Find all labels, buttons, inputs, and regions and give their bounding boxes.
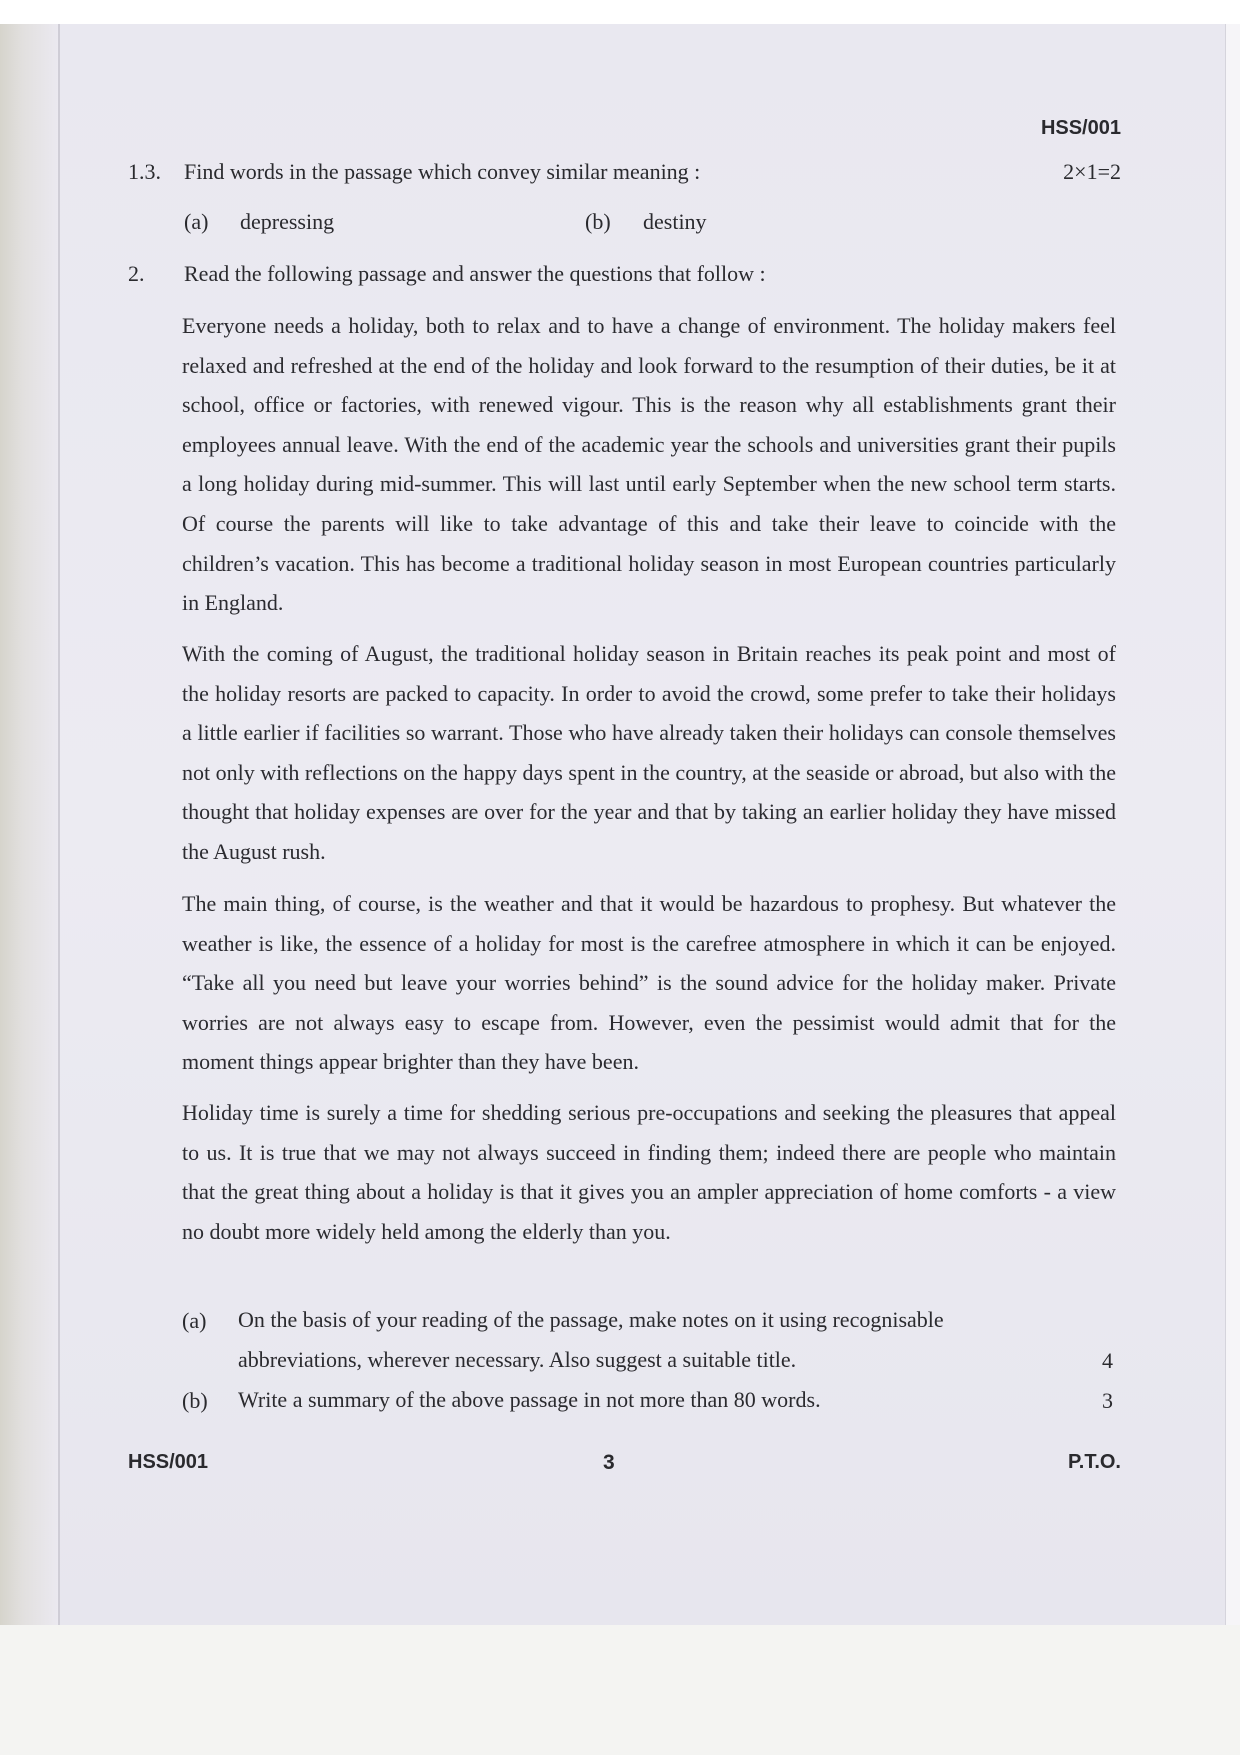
passage-paragraph-1: Everyone needs a holiday, both to relax and to have a change of environment. The holiday makers feel relaxed and refreshed at the end of the holiday and look forward to the resumption of their duties, be it at school, office or factories, with renewed vigour. This is the reason why all establishments grant their employees annual leave. With the end of the academic year the schools and universities grant their pupils a long holiday during mid-summer. This will last until early September when the new school term starts. Of course the parents will like to take advantage of this and take their leave to coincide with the children’s vacation. This has become a traditional holiday season in most European countries particularly in England. [182, 313, 1116, 616]
sub-question-a-marks: 4 [1102, 1348, 1113, 1373]
question-1-3-marks: 2×1=2 [1063, 159, 1121, 184]
passage-paragraph-4: Holiday time is surely a time for shedding serious pre-occupations and seeking the pleasures that appeal to us. It is true that we may not always succeed in finding them; indeed there are people who maintain that the great thing about a holiday is that it gives you an ampler appreciation of home comforts - a view no doubt more widely held among the elderly than you. [182, 1100, 1116, 1244]
question-number-1-3: 1.3. [128, 159, 161, 184]
sub-question-a-line2: abbreviations, wherever necessary. Also suggest a suitable title. [238, 1347, 797, 1372]
sub-question-b-text: Write a summary of the above passage in not more than 80 words. [238, 1387, 821, 1412]
option-b-text: destiny [643, 209, 707, 234]
paper-code-header: HSS/001 [1040, 117, 1121, 139]
paper-code-footer: HSS/001 [128, 1451, 209, 1473]
option-a-text: depressing [240, 209, 335, 234]
sub-question-b-label: (b) [182, 1388, 208, 1413]
sub-question-b-marks: 3 [1102, 1388, 1113, 1413]
scan-margin-bottom [0, 1625, 1240, 1755]
passage-paragraph-3: The main thing, of course, is the weather and that it would be hazardous to prophesy. But whatever the weather is like, the essence of a holiday for most is the carefree atmosphere in which it can be enjoyed. “Take all you need but leave your worries behind” is the sound advice for the holiday maker. Private worries are not always easy to escape from. However, even the pessimist would admit that for the moment things appear brighter than they have been. [182, 891, 1116, 1075]
question-2-instruction: Read the following passage and answer the questions that follow : [184, 261, 766, 286]
scan-margin-top [0, 0, 1240, 24]
please-turn-over: P.T.O. [1068, 1451, 1121, 1473]
option-b-label: (b) [585, 209, 611, 234]
question-1-3-text: Find words in the passage which convey similar meaning : [184, 159, 701, 184]
page-binding-edge [0, 24, 60, 1625]
sub-question-a-label: (a) [182, 1308, 207, 1333]
sub-question-a-line1: On the basis of your reading of the passage, make notes on it using recognisable [238, 1307, 944, 1332]
option-a-label: (a) [184, 209, 209, 234]
page-number: 3 [603, 1451, 615, 1474]
passage-paragraph-2: With the coming of August, the traditional holiday season in Britain reaches its peak point and most of the holiday resorts are packed to capacity. In order to avoid the crowd, some prefer to take their holidays a little earlier if facilities so warrant. Those who have already taken their holidays can console themselves not only with reflections on the happy days spent in the country, at the seaside or abroad, but also with the thought that holiday expenses are over for the year and that by taking an earlier holiday they have missed the August rush. [182, 641, 1116, 864]
question-number-2: 2. [128, 261, 145, 286]
